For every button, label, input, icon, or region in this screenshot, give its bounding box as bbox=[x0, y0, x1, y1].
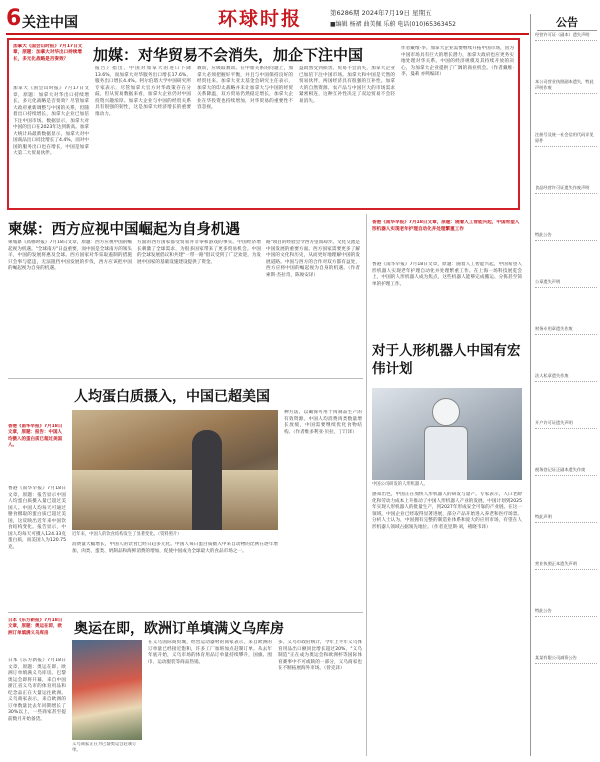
robot-intro: 香港《南华早报》7月18日文章，原题：随着人工智能兴起，中国希望人形机器人实现老年护理自动化并处理繁重工作。在上海一场科技展览会上，中国的人形机器人成为焦点，这些机器人能够完成搬运、分拣甚至简单的护理工作。 bbox=[372, 262, 522, 287]
robot-body: 感知出色，中国正在加快人形机器人的研发与量产。专家表示，人口老龄化和劳动力成本上升推动了中国人形机器人产业的发展。中国计划到2025年实现人形机器人的批量生产，到2027年形成安全可靠的产业链。在这一领域，中国企业已经取得显著进展，部分产品开始进入养老和医疗场景。分析人士认为，中国拥有完整的制造业体系和庞大的应用市场，有望在人形机器人领域占据领先地位。（作者克里斯·刘，褚晓韦译） bbox=[372, 492, 522, 530]
olympics-photo bbox=[72, 640, 142, 740]
middle-column-2: 方面的西方国家都受贸易并非零和游戏的事实。中国经济增长刺激了全球需求，为很多国家带来了更多贸易机会。中国的全球发展倡议和共建"一带一路"倡议受到了广泛欢迎，为发展中国家的基础设施建设提供了资金。 bbox=[137, 240, 261, 265]
food-headline: 人均蛋白质摄入，中国已超美国 bbox=[74, 389, 270, 405]
food-column-3: 种方法，以确保可用于肉制品生产的有效资源。中国人均消费肉类数量增长放缓，中国需要继续优化食物结构。（作者维多利亚·贝拉，丁玎译） bbox=[284, 410, 362, 435]
issue-line: 第6286期 2024年7月19日 星期五 bbox=[330, 9, 432, 17]
food-column-2: 消费量大幅增长，中国人的饮食已经日趋多元化。中国人每日蛋白质摄入中来自动物的比例在逐年增加，肉类、蛋类、奶制品和海鲜消费的增加，促使中国成为全球最大的食品市场之一。 bbox=[72, 542, 278, 554]
olympics-photo-caption: 义乌商家正在为巴黎奥运会赶制订单。 bbox=[72, 742, 137, 753]
olympics-column-2: 在义乌国际商贸城，经营运动器材的商家表示，来自欧洲的订单量已经接近饱和，许多工厂加班加点赶制订单。从去年年底开始，义乌市场的体育用品订单量持续攀升，国旗、围巾、运动服装等商品热销。 bbox=[148, 640, 272, 665]
food-photo bbox=[72, 410, 278, 530]
lead-column-5: 作者戴维·李。加拿大企业需要继续开拓中国市场，因为中国市场具有巨大的增长潜力，加拿大政府也应更务实地处理对华关系。中国的经济规模及其持续开放的决心，为加拿大企业提供了广阔的商业机会。（作者戴维·李，曼莉 亦鸣编译） bbox=[401, 46, 514, 77]
notice-entry: 注册号及统一社会信用代码详见原件 bbox=[535, 132, 597, 147]
notice-entry: 特此公告 bbox=[535, 608, 597, 617]
notice-entry: 特此公告 bbox=[535, 232, 597, 241]
robot-head-shape bbox=[432, 398, 460, 426]
notice-entry: 开户许可证遗失声明 bbox=[535, 420, 597, 429]
notice-entry: 某某有限公司减资公告 bbox=[535, 655, 597, 664]
olympics-column-3: 多。义乌市政府统计，今年上半年义乌体育用品出口额同比增长超过20%，"义乌制造"正在成为奥运会和欧洲杯等国际体育赛事中不可或缺的一部分，义乌商家也在不断拓展海外市场。（曾克译） bbox=[278, 640, 362, 671]
masthead-rule bbox=[6, 33, 529, 35]
right-story-divider bbox=[366, 214, 367, 756]
notice-sidebar bbox=[530, 14, 599, 756]
olympics-kicker: 日本《东方新报》7月18日文章，原题：奥运在即，欧洲订单填满义乌库房 bbox=[8, 618, 63, 636]
robot-photo bbox=[372, 388, 522, 480]
newspaper-logo: 环球时报 bbox=[218, 8, 303, 30]
lead-kicker: 加拿大《国会山时报》7月17日文章，原题：加拿大对华出口持续增长，多元化战略是否奏效？ bbox=[13, 44, 83, 62]
notice-list bbox=[535, 32, 597, 752]
middle-headline: 柬媒：西方应视中国崛起为自身机遇 bbox=[8, 222, 240, 238]
lead-column-2: 报告》指出，中国对加拿大的进口下降13.6%，而加拿大对华服务出口增长17.6%，服务出口增长4.4%。阿尔伯塔大学中国研究所专家表示，尽管加拿大官方对华政策存在分歧，但从贸易数据来看，加拿大企业仍对中国投资兴趣浓厚。加拿大企业与中国的经贸关系具有很强的韧性，这是加拿大经济增长的重要推动力。 bbox=[95, 66, 191, 117]
page-number: 6 bbox=[6, 6, 22, 31]
notice-entry: 食品经营许可证遗失作废声明 bbox=[535, 185, 597, 194]
lead-column-4: 益政然受到损害。贸易不会消失，加拿大企业已加倍下注中国市场。加拿大和中国是天然的贸易伙伴，两国经济具有很强的互补性。加拿大的自然资源、农产品与中国巨大的市场需求紧密相连，这种互补性决定了双边贸易不会轻易消失。 bbox=[299, 66, 395, 104]
notice-entry: 经营许可证（副本）遗失声明 bbox=[535, 32, 597, 41]
notice-header: 公告 bbox=[537, 14, 597, 31]
middle-divider bbox=[8, 378, 363, 379]
notice-entry: 本公司营业执照副本遗失，特此声明作废 bbox=[535, 79, 597, 94]
lead-column-3: 教训，应吸取教训。在中加关系的问题上，加拿大必须把握好平衡，并且与中国保持良好的经贸往来。加拿大亚太基金会研究主任表示，加拿大的印太战略并未让加拿大与中国的经贸关系降温，双方贸易仍然稳定增长，加拿大企业在华投资也持续增加，对华贸易的重要性不容忽视。 bbox=[197, 66, 293, 110]
lead-story bbox=[7, 38, 520, 210]
olympics-column-1: 日本《东方新报》7月18日文章，原题：奥运在即，欧洲订单填满义乌库房。巴黎奥运会即将开幕，来自中国浙江省义乌市的体育用品和纪念品正在大量运往欧洲。义乌商家表示，来自欧洲的订单数量比去年同期增长了30%以上，一些商家甚至提前数月开始备货。 bbox=[8, 658, 66, 722]
food-kicker: 香港《南华早报》7月18日文章，原题：报告：中国人均摄入的蛋白质已超过美国人。 bbox=[8, 424, 63, 448]
middle-column-3: 路"项目的经验会令西方望而却步。文化交流是中国发展的重要方面。西方国家需要更多了解中国的文化和历史，从而更好地理解中国的发展道路。中国与西方的合作对双方都有益处，西方应将中国的崛起视为自身的机遇。（作者索斯·杰拉奇，陈俊安译） bbox=[266, 240, 360, 278]
food-column-1: 香港《南华早报》7月18日文章，原题：报告显示中国人均蛋白质摄入量已超过美国人。中国人均每天可通过膳食摄取的蛋白质已超过美国，这反映出近年来中国饮食结构变化。报告显示，中国人均每天可摄入124.33克蛋白质，而美国人为120.75克。 bbox=[8, 486, 66, 550]
notice-entry: 公章遗失声明 bbox=[535, 279, 597, 288]
lead-column-1: 加拿大《国会山时报》7月17日文章，原题：加拿大对华出口持续增长，多元化战略是否奏效？尽管加拿大政府重新调整与中国的关系，但随着出口持续增长，加拿大企业已加倍下注中国市场。数据显示，加拿大对中国的出口在2023年达到新高。加拿大统计局最新数据显示，加拿大对中国商品出口同比增长了4.4%，而对中国的服务出口也在增长，中国是加拿大第二大贸易伙伴。 bbox=[13, 86, 89, 156]
market-stall-shape bbox=[72, 470, 278, 530]
robot-headline: 对于人形机器人中国有宏伟计划 bbox=[372, 343, 521, 377]
section-title: 关注中国 bbox=[22, 15, 78, 31]
notice-entry: 税务登记证正副本遗失作废 bbox=[535, 467, 597, 476]
robot-photo-caption: 中国公司研发的人形机器人。 bbox=[372, 482, 428, 487]
robot-body-shape bbox=[424, 426, 468, 480]
notice-entry: 财务专用章遗失作废 bbox=[535, 326, 597, 335]
notice-entry: 特此声明 bbox=[535, 514, 597, 523]
food-divider bbox=[8, 612, 363, 613]
notice-entry: 营业执照正本遗失声明 bbox=[535, 561, 597, 570]
middle-column-1: 柬埔寨《高棉时报》7月18日文章，原题：西方应视中国的崛起视为机遇。"全球南方"日益重要，而中国是全球南方的领头羊，中国的发展将惠及全球。西方国家对华采取遏制的措施只会事与愿违，无法阻挡中国发展的步伐，西方应该把中国的崛起视为自身的机遇。 bbox=[8, 240, 132, 271]
masthead bbox=[0, 0, 600, 36]
olympics-headline: 奥运在即，欧洲订单填满义乌库房 bbox=[74, 621, 284, 637]
editors-line: ■编辑 杨裙 曲美佩 乐蔚 电话(010)65363452 bbox=[330, 21, 456, 28]
food-photo-caption: 近年来，中国人的饮食结构发生了显著变化。（资料照片） bbox=[72, 532, 182, 537]
shopper-shape bbox=[192, 430, 222, 530]
lead-headline: 加媒：对华贸易不会消失，加企下注中国 bbox=[93, 46, 364, 64]
notice-entry: 法人私章遗失作废 bbox=[535, 373, 597, 382]
robot-kicker: 香港《南华早报》7月18日文章，原题：随着人工智能兴起，中国希望人形机器人实现老年护理自动化并处理繁重工作 bbox=[372, 220, 520, 232]
